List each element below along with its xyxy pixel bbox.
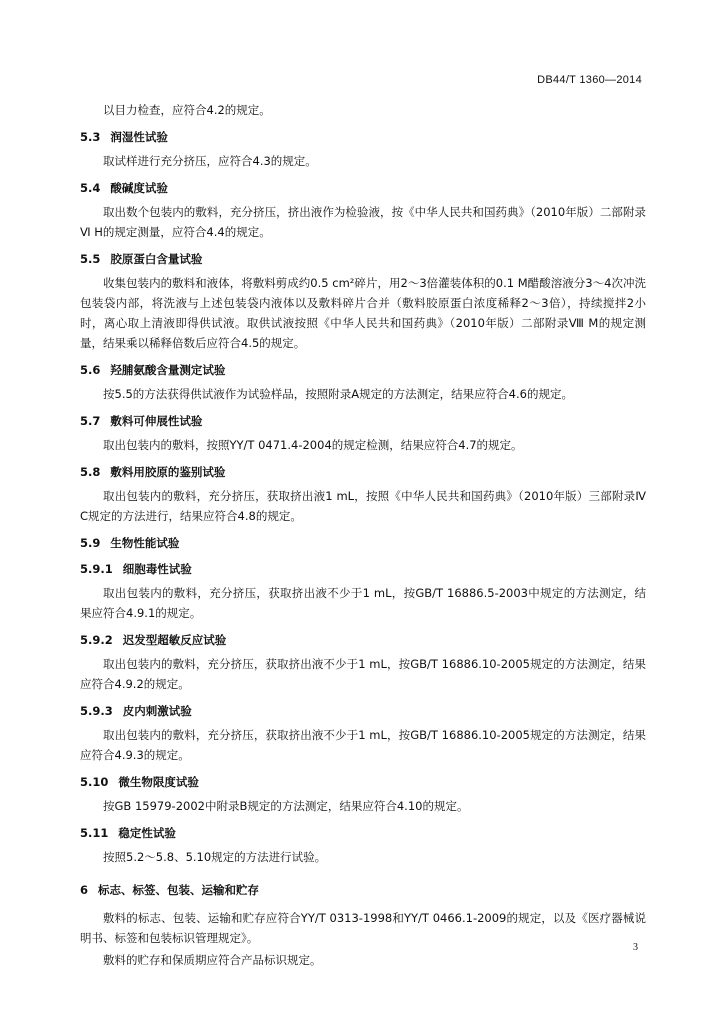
section-heading-5-3 [80, 128, 646, 146]
section-number: 5.10 [80, 775, 109, 789]
section-heading-5-8 [80, 463, 646, 481]
section-number: 5.9.3 [80, 704, 113, 718]
section-title: 润湿性试验 [110, 130, 168, 144]
section-number: 5.6 [80, 363, 101, 377]
document-body [80, 100, 646, 972]
section-heading-5-5 [80, 250, 646, 268]
paragraph: 取试样进行充分挤压，应符合4.3的规定。 [103, 154, 317, 168]
paragraph: 取出包装内的敷料，充分挤压，获取挤出液不少于1 mL，按GB/T 16886.10-2005规定的方法测定，结果应符合4.9.2的规定。 [80, 657, 646, 691]
section-number: 5.3 [80, 130, 101, 144]
section-title: 生物性能试验 [110, 536, 180, 550]
paragraph: 按5.5的方法获得供试液作为试验样品，按照附录A规定的方法测定，结果应符合4.6的规定。 [103, 387, 573, 401]
page-number: 3 [633, 942, 638, 953]
section-title: 稳定性试验 [118, 826, 176, 840]
paragraph-intro: 以目力检查，应符合4.2的规定。 [103, 103, 271, 117]
section-title: 胶原蛋白含量试验 [110, 252, 203, 266]
section-heading-5-9 [80, 534, 646, 552]
paragraph: 取出包装内的敷料，充分挤压，获取挤出液不少于1 mL，按GB/T 16886.5-2003中规定的方法测定，结果应符合4.9.1的规定。 [80, 586, 646, 620]
section-heading-5-9-3 [80, 702, 646, 720]
section-number: 5.8 [80, 465, 101, 479]
section-title: 标志、标签、包装、运输和贮存 [98, 883, 260, 897]
section-title: 羟脯氨酸含量测定试验 [110, 363, 226, 377]
section-heading-6 [80, 881, 646, 899]
paragraph: 收集包装内的敷料和液体，将敷料剪成约0.5 cm²碎片，用2～3倍灌装体积的0.1 M醋酸溶液分3～4次冲洗包装袋内部，将洗液与上述包装袋内液体以及敷料碎片合并（敷料胶原蛋白浓度稀释2～3倍），持续搅拌2小时，离心取上清液即得供试液。取供试液按照《中华人民共和国药典》（2010年版）二部附录Ⅷ M的规定测量，结果乘以稀释倍数后应符合4.5的规定。 [80, 276, 646, 350]
section-title: 酸碱度试验 [110, 181, 168, 195]
paragraph: 取出包装内的敷料，按照YY/T 0471.4-2004的规定检测，结果应符合4.7的规定。 [103, 438, 523, 452]
section-number: 5.9.1 [80, 562, 113, 576]
paragraph: 取出包装内的敷料，充分挤压，获取挤出液不少于1 mL，按GB/T 16886.10-2005规定的方法测定，结果应符合4.9.3的规定。 [80, 728, 646, 762]
paragraph: 取出包装内的敷料，充分挤压，获取挤出液1 mL，按照《中华人民共和国药典》（2010年版）三部附录Ⅳ C规定的方法进行，结果应符合4.8的规定。 [80, 489, 646, 523]
paragraph: 按照5.2～5.8、5.10规定的方法进行试验。 [103, 850, 327, 864]
paragraph: 取出数个包装内的敷料，充分挤压，挤出液作为检验液，按《中华人民共和国药典》（2010年版）二部附录Ⅵ H的规定测量，应符合4.4的规定。 [80, 205, 646, 239]
section-heading-5-7 [80, 412, 646, 430]
section-heading-5-9-1 [80, 560, 646, 578]
section-number: 5.4 [80, 181, 101, 195]
section-number: 5.7 [80, 414, 101, 428]
section-number: 5.9.2 [80, 633, 113, 647]
paragraph: 敷料的标志、包装、运输和贮存应符合YY/T 0313-1998和YY/T 0466.1-2009的规定，以及《医疗器械说明书、标签和包装标识管理规定》。 [80, 911, 646, 945]
section-heading-5-6 [80, 361, 646, 379]
section-title: 皮内刺激试验 [122, 704, 192, 718]
paragraph: 按GB 15979-2002中附录B规定的方法测定，结果应符合4.10的规定。 [103, 799, 469, 813]
section-number: 5.9 [80, 536, 101, 550]
paragraph: 敷料的贮存和保质期应符合产品标识规定。 [103, 953, 322, 967]
section-title: 敷料用胶原的鉴别试验 [110, 465, 226, 479]
section-heading-5-9-2 [80, 631, 646, 649]
section-number: 5.5 [80, 252, 101, 266]
section-title: 敷料可伸展性试验 [110, 414, 203, 428]
section-heading-5-10 [80, 773, 646, 791]
section-number: 5.11 [80, 826, 109, 840]
section-title: 细胞毒性试验 [122, 562, 192, 576]
document-id-header: DB44/T 1360—2014 [537, 74, 642, 86]
section-heading-5-4 [80, 179, 646, 197]
section-title: 微生物限度试验 [118, 775, 199, 789]
section-heading-5-11 [80, 824, 646, 842]
section-title: 迟发型超敏反应试验 [122, 633, 227, 647]
section-number: 6 [80, 883, 89, 897]
